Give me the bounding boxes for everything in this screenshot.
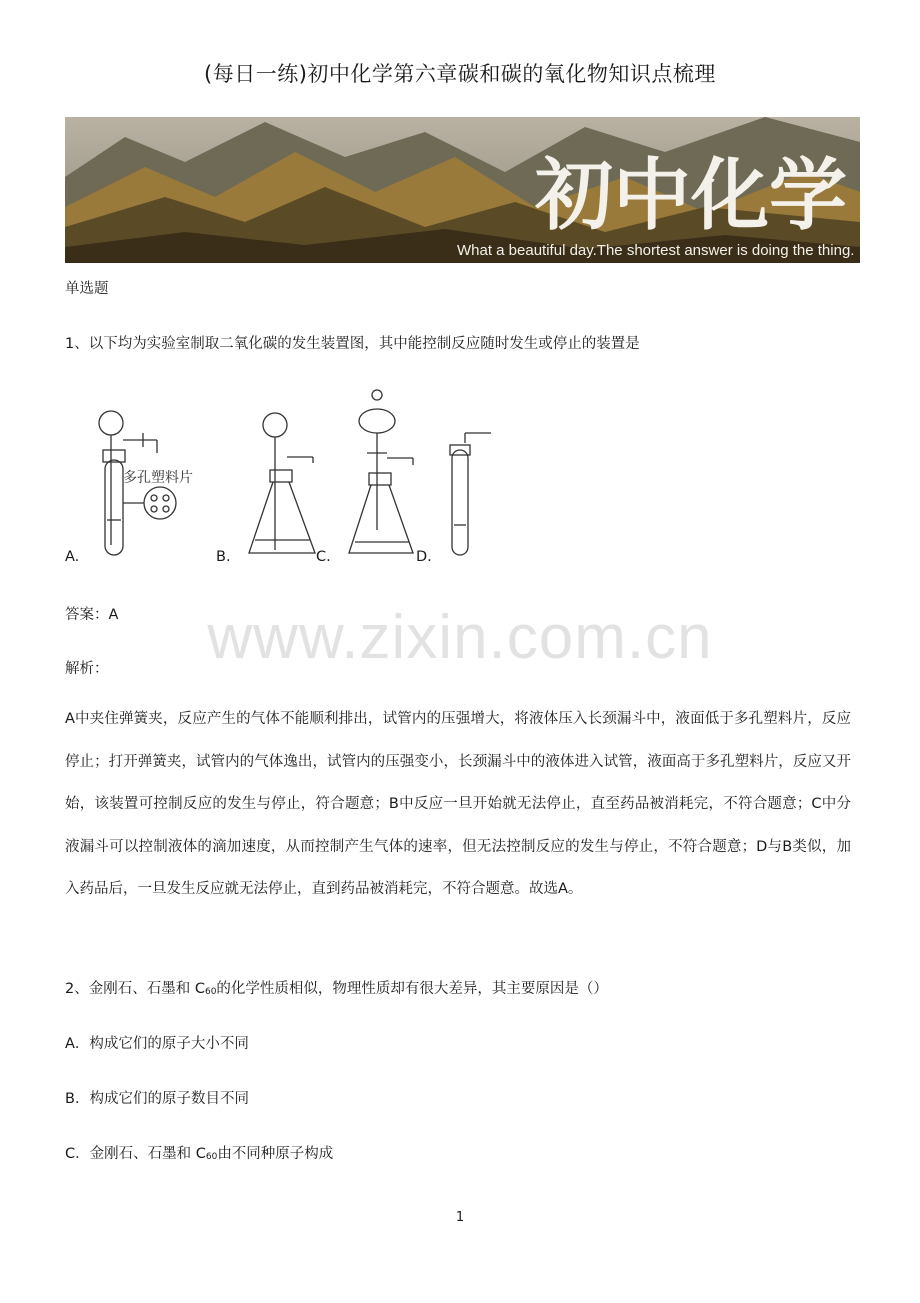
q2-option-a: A．构成它们的原子大小不同 <box>65 1036 249 1052</box>
q1-analysis: A中夹住弹簧夹，反应产生的气体不能顺利排出，试管内的压强增大，将液体压入长颈漏斗中，液面低于多孔塑料片，反应停止；打开弹簧夹，试管内的气体逸出，试管内的压强变小，长颈漏斗中的液体进入试管，液面高于多孔塑料片，反应又开始，该装置可控制反应的发生与停止，符合题意；B中反应一旦开始就无法停止，直至药品被消耗完，不符合题意；C中分液漏斗可以控制液体的滴加速度，从而控制产生气体的速率，但无法控制反应的发生与停止，不符合题意；D与B类似，加入药品后，一旦发生反应就无法停止，直到药品被消耗完，不符合题意。故选A。 <box>65 711 851 897</box>
q1-analysis-label: 解析： <box>65 661 109 677</box>
page-title: (每日一练)初中化学第六章碳和碳的氧化物知识点梳理 <box>204 62 716 86</box>
banner-caption: What a beautiful day.The shortest answer is doing the thing. <box>457 242 855 259</box>
page-number: 1 <box>455 1210 465 1225</box>
q1-answer: 答案：A <box>65 607 119 623</box>
section-label: 单选题 <box>65 281 109 297</box>
figure-label: 多孔塑料片 <box>123 470 193 486</box>
watermark: www.zixin.com.cn <box>207 603 713 672</box>
q1-option-a: A. <box>65 549 80 565</box>
q2-stem: 2、金刚石、石墨和 $C_{60}$的化学性质相似，物理性质却有很大差异，其主要原因是（） <box>65 981 608 997</box>
q2-option-b: B．构成它们的原子数目不同 <box>65 1091 249 1107</box>
q1-option-b: B. <box>216 549 231 565</box>
banner-image <box>65 117 860 263</box>
apparatus-figure <box>65 385 505 565</box>
q1-option-d: D. <box>416 549 432 565</box>
q1-stem: 1、以下均为实验室制取二氧化碳的发生装置图，其中能控制反应随时发生或停止的装置是 <box>65 336 640 352</box>
q2-option-c: C．金刚石、石墨和 $C_{60}$由不同种原子构成 <box>65 1146 334 1162</box>
banner-calligraphy: 初中化学 <box>535 150 848 241</box>
q1-option-c: C. <box>316 549 331 565</box>
